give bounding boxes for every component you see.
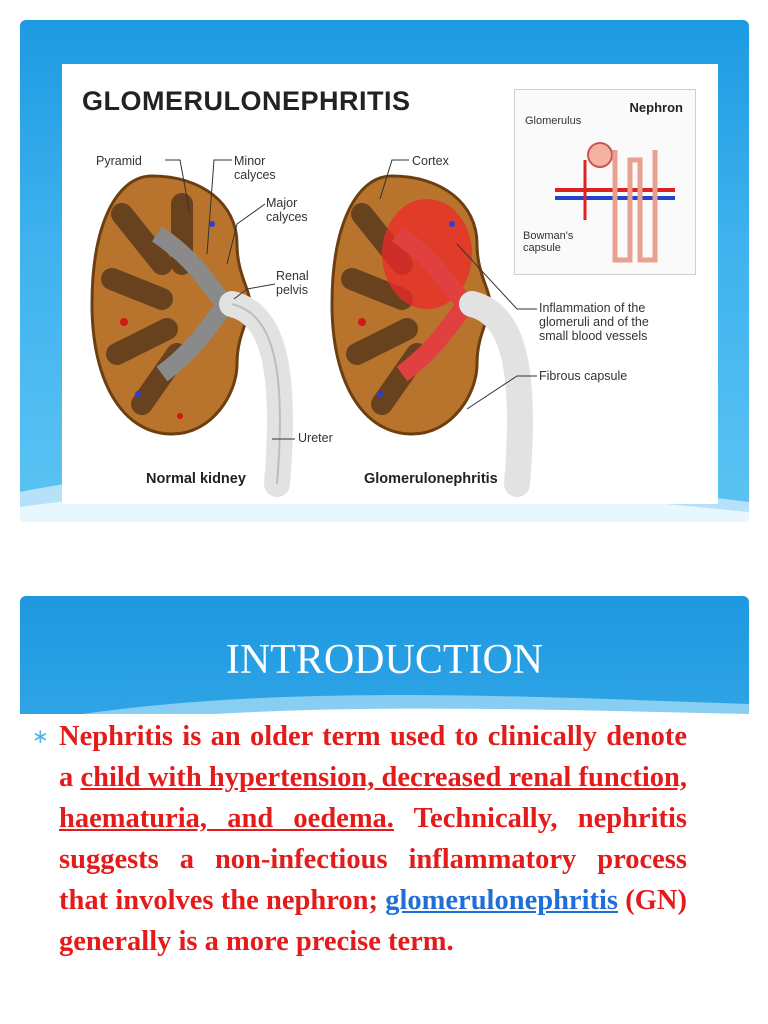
nephron-title: Nephron — [629, 100, 683, 115]
label-inflammation-line1: Inflammation of the — [539, 301, 646, 315]
label-renal-pelvis-line1: Renal — [276, 269, 309, 283]
bullet-paragraph — [59, 716, 687, 962]
label-renal-pelvis — [276, 269, 309, 297]
slide-content — [20, 714, 749, 1024]
kidney-illustration — [62, 64, 718, 504]
label-major-calyces-line1: Major — [266, 196, 298, 210]
figure-title: GLOMERULONEPHRITIS — [82, 86, 411, 116]
label-bowmans-line1: Bowman's — [523, 230, 574, 242]
bullet-marker: ∗ — [32, 724, 49, 748]
label-major-calyces — [266, 196, 308, 224]
label-cortex: Cortex — [412, 154, 449, 168]
label-minor-calyces-line2: calyces — [234, 168, 276, 182]
slide-1 — [20, 20, 749, 522]
gn-kidney-icon — [332, 176, 520, 484]
glomerulonephritis-link[interactable]: glomerulonephritis — [385, 885, 618, 916]
nephron-inset — [514, 89, 696, 275]
label-fibrous-capsule: Fibrous capsule — [539, 369, 628, 383]
slide-title: INTRODUCTION — [225, 637, 544, 683]
label-pyramid: Pyramid — [96, 154, 142, 168]
label-bowmans-line2: capsule — [523, 242, 561, 254]
normal-kidney-icon — [92, 176, 280, 484]
label-inflammation-line2: glomeruli and of the — [539, 315, 649, 329]
label-inflammation — [539, 301, 649, 343]
bullet-text-part1: Nephritis is an older term used to clinically denote a — [59, 721, 687, 793]
nephron-icon — [545, 130, 685, 270]
label-major-calyces-line2: calyces — [266, 210, 308, 224]
label-minor-calyces-line1: Minor — [234, 154, 266, 168]
label-renal-pelvis-line2: pelvis — [276, 283, 308, 297]
slide-2 — [20, 596, 749, 1024]
label-inflammation-line3: small blood vessels — [539, 329, 648, 343]
label-glomerulus: Glomerulus — [525, 115, 582, 127]
caption-glomerulonephritis: Glomerulonephritis — [364, 471, 498, 487]
caption-normal-kidney: Normal kidney — [146, 471, 246, 487]
label-minor-calyces — [234, 154, 276, 182]
label-ureter: Ureter — [298, 431, 333, 445]
bullet-text-part3: (GN) generally is a more precise term. — [59, 885, 687, 957]
bullet-text-part2: Technically, nephritis suggests a non-infectious inflammatory process that involves the nephron; — [59, 803, 687, 916]
bullet-underlined-text: child with hypertension, decreased renal function, haematuria, and oedema. — [59, 762, 687, 834]
